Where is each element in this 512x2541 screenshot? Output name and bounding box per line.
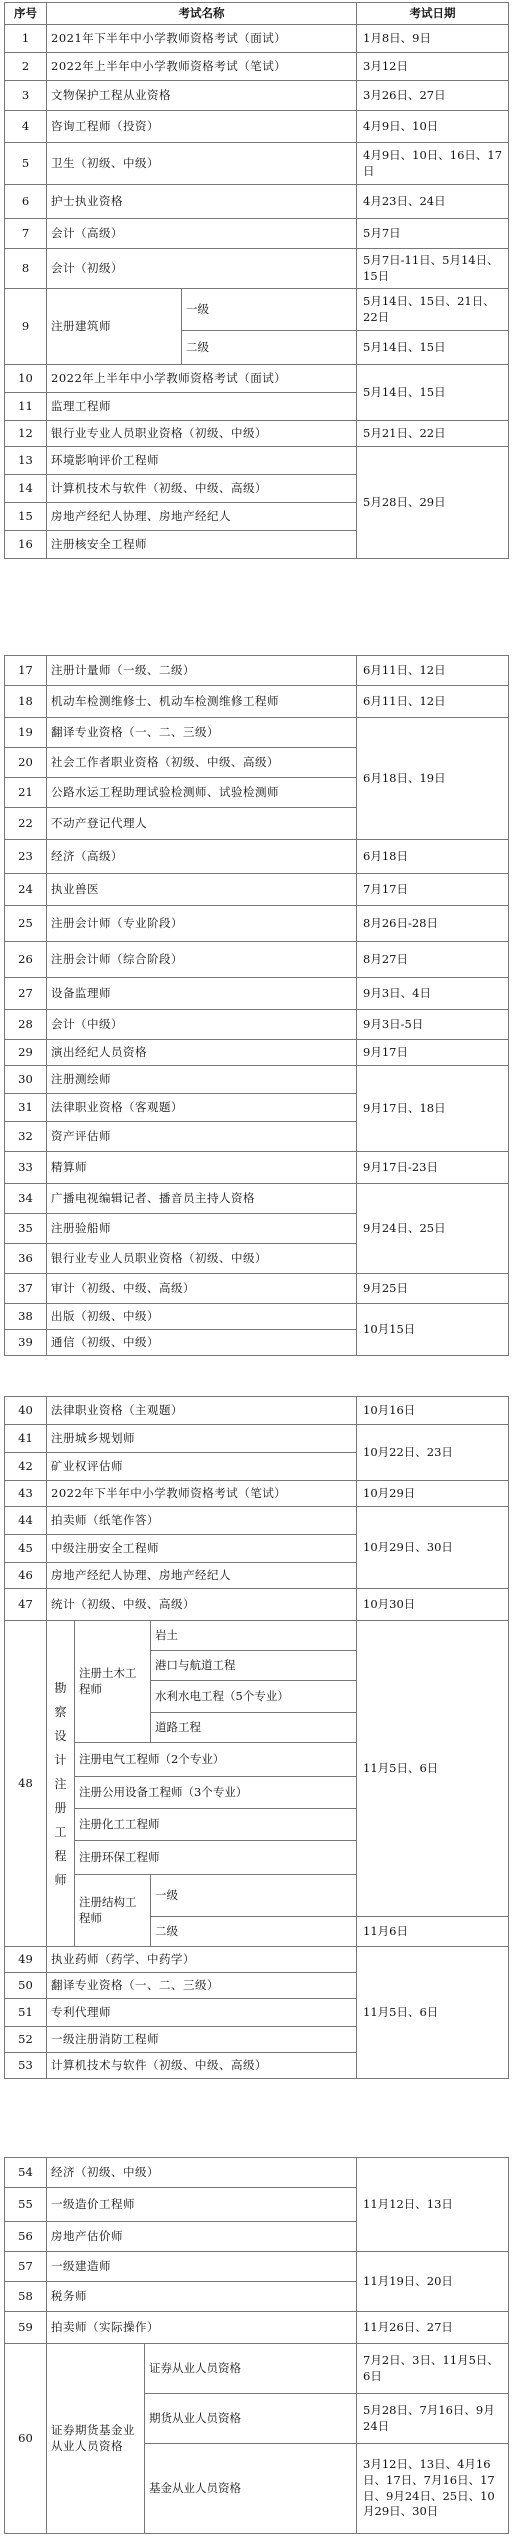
row-no: 49 — [5, 1947, 47, 1973]
row-no: 32 — [5, 1122, 47, 1152]
exam-name: 一级建造师 — [47, 2252, 357, 2282]
exam-sub-type: 证券从业人员资格 — [145, 2344, 357, 2394]
exam-name: 社会工作者职业资格（初级、中级、高级） — [47, 748, 357, 778]
row-no: 15 — [5, 503, 47, 531]
row-no: 24 — [5, 874, 47, 906]
row-no: 39 — [5, 1330, 47, 1356]
table-row — [5, 942, 509, 978]
exam-date: 6月11日、12日 — [357, 656, 509, 686]
table-row — [5, 840, 509, 874]
exam-name: 2022年上半年中小学教师资格考试（面试） — [47, 365, 357, 393]
exam-name: 演出经纪人员资格 — [47, 1040, 357, 1066]
row-no: 19 — [5, 718, 47, 748]
exam-name: 注册核安全工程师 — [47, 531, 357, 559]
table-row — [5, 656, 509, 686]
exam-name: 2022年下半年中小学教师资格考试（笔试） — [47, 1481, 357, 1507]
exam-date: 5月7日 — [357, 219, 509, 249]
row-no: 22 — [5, 808, 47, 840]
exam-specialty: 道路工程 — [151, 1713, 357, 1743]
schedule-table-part-4 — [4, 2157, 509, 2534]
exam-subcategory: 注册结构工程师 — [75, 1875, 151, 1947]
exam-date: 10月16日 — [357, 1397, 509, 1425]
table-row — [5, 2344, 509, 2394]
exam-name: 护士执业资格 — [47, 185, 357, 219]
exam-category-vertical — [47, 1621, 75, 1947]
row-no: 4 — [5, 111, 47, 143]
exam-name: 不动产登记代理人 — [47, 808, 357, 840]
row-no: 46 — [5, 1563, 47, 1589]
row-no: 55 — [5, 2188, 47, 2222]
exam-subcategory: 注册电气工程师（2个专业） — [75, 1743, 357, 1777]
row-no: 45 — [5, 1535, 47, 1563]
table-row — [5, 1621, 509, 1651]
exam-date: 6月11日、12日 — [357, 686, 509, 718]
exam-date: 10月22日、23日 — [357, 1425, 509, 1481]
exam-name: 翻译专业资格（一、二、三级） — [47, 718, 357, 748]
exam-date: 5月14日、15日、21日、22日 — [357, 289, 509, 331]
exam-date: 11月5日、6日 — [357, 1947, 509, 2079]
exam-name: 计算机技术与软件（初级、中级、高级） — [47, 475, 357, 503]
table-row — [5, 111, 509, 143]
table-row — [5, 1184, 509, 1214]
exam-name: 会计（初级） — [47, 249, 357, 289]
schedule-table-part-3 — [4, 1396, 509, 2079]
exam-name: 环境影响评价工程师 — [47, 447, 357, 475]
exam-subcategory: 注册公用设备工程师（3个专业） — [75, 1777, 357, 1809]
schedule-table-part-1 — [4, 2, 509, 559]
exam-date: 5月7日-11日、5月14日、15日 — [357, 249, 509, 289]
row-no: 47 — [5, 1589, 47, 1621]
row-no: 21 — [5, 778, 47, 808]
exam-category-label: 勘察设计注册工程师 — [54, 1680, 67, 1887]
exam-name: 注册验船师 — [47, 1214, 357, 1244]
exam-date: 10月29日、30日 — [357, 1507, 509, 1589]
exam-name: 设备监理师 — [47, 978, 357, 1010]
exam-date: 9月25日 — [357, 1274, 509, 1304]
table-row — [5, 1066, 509, 1094]
exam-date: 11月5日、6日 — [357, 1621, 509, 1917]
row-no: 58 — [5, 2282, 47, 2312]
row-no: 5 — [5, 143, 47, 185]
table-row — [5, 2158, 509, 2188]
header-name: 考试名称 — [47, 3, 357, 25]
exam-name: 税务师 — [47, 2282, 357, 2312]
table-row — [5, 365, 509, 393]
row-no: 17 — [5, 656, 47, 686]
row-no: 57 — [5, 2252, 47, 2282]
exam-name: 拍卖师（纸笔作答） — [47, 1507, 357, 1535]
table-header-row — [5, 3, 509, 25]
row-no: 51 — [5, 1999, 47, 2027]
exam-date: 4月9日、10日 — [357, 111, 509, 143]
table-row — [5, 2252, 509, 2282]
table-row — [5, 1425, 509, 1453]
row-no: 42 — [5, 1453, 47, 1481]
exam-name: 通信（初级、中级） — [47, 1330, 357, 1356]
exam-name: 公路水运工程助理试验检测师、试验检测师 — [47, 778, 357, 808]
row-no: 16 — [5, 531, 47, 559]
exam-name: 法律职业资格（主观题） — [47, 1397, 357, 1425]
exam-name: 资产评估师 — [47, 1122, 357, 1152]
table-row — [5, 1274, 509, 1304]
exam-name: 拍卖师（实际操作） — [47, 2312, 357, 2344]
exam-name: 注册建筑师 — [47, 289, 182, 365]
exam-specialty: 岩土 — [151, 1621, 357, 1651]
exam-date: 9月17日-23日 — [357, 1152, 509, 1184]
table-row — [5, 874, 509, 906]
table-row — [5, 53, 509, 81]
table-row — [5, 447, 509, 475]
table-row — [5, 421, 509, 447]
exam-date: 10月30日 — [357, 1589, 509, 1621]
exam-name: 房地产经纪人协理、房地产经纪人 — [47, 1563, 357, 1589]
exam-date: 5月28日、7月16日、9月24日 — [357, 2394, 509, 2444]
exam-name: 翻译专业资格（一、二、三级） — [47, 1973, 357, 1999]
table-row — [5, 1589, 509, 1621]
row-no: 36 — [5, 1244, 47, 1274]
exam-name: 房地产估价师 — [47, 2222, 357, 2252]
exam-sub-level: 一级 — [182, 289, 357, 331]
exam-specialty: 港口与航道工程 — [151, 1651, 357, 1681]
exam-name: 精算师 — [47, 1152, 357, 1184]
table-row — [5, 81, 509, 111]
exam-name: 出版（初级、中级） — [47, 1304, 357, 1330]
exam-name: 一级造价工程师 — [47, 2188, 357, 2222]
schedule-table-part-2 — [4, 655, 509, 1356]
exam-date: 10月29日 — [357, 1481, 509, 1507]
exam-date: 11月19日、20日 — [357, 2252, 509, 2312]
exam-name: 银行业专业人员职业资格（初级、中级） — [47, 421, 357, 447]
row-no: 8 — [5, 249, 47, 289]
exam-name: 注册测绘师 — [47, 1066, 357, 1094]
exam-date: 6月18日 — [357, 840, 509, 874]
exam-name: 咨询工程师（投资） — [47, 111, 357, 143]
exam-date: 3月26日、27日 — [357, 81, 509, 111]
exam-specialty: 一级 — [151, 1875, 357, 1917]
exam-name: 会计（中级） — [47, 1010, 357, 1040]
table-row — [5, 1947, 509, 1973]
exam-name: 会计（高级） — [47, 219, 357, 249]
exam-name: 文物保护工程从业资格 — [47, 81, 357, 111]
row-no: 12 — [5, 421, 47, 447]
exam-date: 4月9日、10日、16日、17日 — [357, 143, 509, 185]
exam-date: 3月12日、13日、4月16日、17日、7月16日、17日、9月24日、25日、10月29日、30日 — [357, 2444, 509, 2534]
row-no: 56 — [5, 2222, 47, 2252]
table-row — [5, 249, 509, 289]
exam-date: 8月27日 — [357, 942, 509, 978]
table-row — [5, 219, 509, 249]
exam-name: 证券期货基金业从业人员资格 — [47, 2344, 145, 2534]
exam-name: 统计（初级、中级、高级） — [47, 1589, 357, 1621]
exam-date: 11月12日、13日 — [357, 2158, 509, 2252]
exam-name: 2021年下半年中小学教师资格考试（面试） — [47, 25, 357, 53]
row-no: 7 — [5, 219, 47, 249]
row-no: 27 — [5, 978, 47, 1010]
row-no: 13 — [5, 447, 47, 475]
row-no: 11 — [5, 393, 47, 421]
exam-name: 执业药师（药学、中药学） — [47, 1947, 357, 1973]
exam-date: 3月12日 — [357, 53, 509, 81]
row-no: 38 — [5, 1304, 47, 1330]
exam-sub-level: 二级 — [182, 331, 357, 365]
exam-name: 一级注册消防工程师 — [47, 2027, 357, 2053]
row-no: 44 — [5, 1507, 47, 1535]
table-row — [5, 1507, 509, 1535]
exam-date: 11月26日、27日 — [357, 2312, 509, 2344]
row-no: 2 — [5, 53, 47, 81]
exam-date: 9月17日 — [357, 1040, 509, 1066]
row-no: 23 — [5, 840, 47, 874]
exam-name: 注册计量师（一级、二级） — [47, 656, 357, 686]
exam-name: 注册会计师（专业阶段） — [47, 906, 357, 942]
row-no: 33 — [5, 1152, 47, 1184]
row-no: 6 — [5, 185, 47, 219]
table-row — [5, 1010, 509, 1040]
exam-name: 监理工程师 — [47, 393, 357, 421]
exam-name: 卫生（初级、中级） — [47, 143, 357, 185]
row-no: 54 — [5, 2158, 47, 2188]
table-row — [5, 185, 509, 219]
row-no: 20 — [5, 748, 47, 778]
row-no: 1 — [5, 25, 47, 53]
exam-date: 11月6日 — [357, 1917, 509, 1947]
exam-name: 中级注册安全工程师 — [47, 1535, 357, 1563]
row-no: 9 — [5, 289, 47, 365]
exam-name: 计算机技术与软件（初级、中级、高级） — [47, 2053, 357, 2079]
row-no: 18 — [5, 686, 47, 718]
exam-date: 9月24日、25日 — [357, 1184, 509, 1274]
exam-date: 1月8日、9日 — [357, 25, 509, 53]
row-no: 31 — [5, 1094, 47, 1122]
exam-date: 9月3日、4日 — [357, 978, 509, 1010]
exam-sub-type: 基金从业人员资格 — [145, 2444, 357, 2534]
exam-date: 5月28日、29日 — [357, 447, 509, 559]
exam-name: 矿业权评估师 — [47, 1453, 357, 1481]
exam-date: 4月23日、24日 — [357, 185, 509, 219]
exam-name: 机动车检测维修士、机动车检测维修工程师 — [47, 686, 357, 718]
table-row — [5, 686, 509, 718]
exam-date: 8月26日-28日 — [357, 906, 509, 942]
exam-name: 房地产经纪人协理、房地产经纪人 — [47, 503, 357, 531]
row-no: 48 — [5, 1621, 47, 1947]
header-date: 考试日期 — [357, 3, 509, 25]
row-no: 40 — [5, 1397, 47, 1425]
exam-name: 经济（初级、中级） — [47, 2158, 357, 2188]
table-row — [5, 1304, 509, 1330]
exam-date: 7月2日、3日、11月5日、6日 — [357, 2344, 509, 2394]
row-no: 30 — [5, 1066, 47, 1094]
exam-name: 法律职业资格（客观题） — [47, 1094, 357, 1122]
table-row — [5, 289, 509, 331]
exam-specialty: 二级 — [151, 1917, 357, 1947]
exam-date: 6月18日、19日 — [357, 718, 509, 840]
table-row — [5, 906, 509, 942]
row-no: 14 — [5, 475, 47, 503]
exam-sub-type: 期货从业人员资格 — [145, 2394, 357, 2444]
table-row — [5, 1040, 509, 1066]
exam-name: 审计（初级、中级、高级） — [47, 1274, 357, 1304]
row-no: 3 — [5, 81, 47, 111]
exam-name: 经济（高级） — [47, 840, 357, 874]
exam-date: 9月17日、18日 — [357, 1066, 509, 1152]
exam-name: 银行业专业人员职业资格（初级、中级） — [47, 1244, 357, 1274]
exam-name: 专利代理师 — [47, 1999, 357, 2027]
row-no: 43 — [5, 1481, 47, 1507]
row-no: 50 — [5, 1973, 47, 1999]
exam-date: 10月15日 — [357, 1304, 509, 1356]
table-row — [5, 2312, 509, 2344]
exam-name: 注册会计师（综合阶段） — [47, 942, 357, 978]
row-no: 34 — [5, 1184, 47, 1214]
table-row — [5, 978, 509, 1010]
exam-subcategory: 注册土木工程师 — [75, 1621, 151, 1743]
table-row — [5, 143, 509, 185]
exam-name: 2022年上半年中小学教师资格考试（笔试） — [47, 53, 357, 81]
exam-date: 5月21日、22日 — [357, 421, 509, 447]
row-no: 29 — [5, 1040, 47, 1066]
exam-subcategory: 注册环保工程师 — [75, 1841, 357, 1875]
row-no: 52 — [5, 2027, 47, 2053]
row-no: 60 — [5, 2344, 47, 2534]
row-no: 37 — [5, 1274, 47, 1304]
row-no: 59 — [5, 2312, 47, 2344]
table-row — [5, 25, 509, 53]
exam-name: 执业兽医 — [47, 874, 357, 906]
row-no: 35 — [5, 1214, 47, 1244]
exam-name: 注册城乡规划师 — [47, 1425, 357, 1453]
exam-date: 9月3日-5日 — [357, 1010, 509, 1040]
row-no: 28 — [5, 1010, 47, 1040]
exam-date: 5月14日、15日 — [357, 331, 509, 365]
exam-date: 7月17日 — [357, 874, 509, 906]
row-no: 25 — [5, 906, 47, 942]
row-no: 26 — [5, 942, 47, 978]
row-no: 41 — [5, 1425, 47, 1453]
exam-date: 5月14日、15日 — [357, 365, 509, 421]
exam-specialty: 水利水电工程（5个专业） — [151, 1681, 357, 1713]
table-row — [5, 718, 509, 748]
header-no: 序号 — [5, 3, 47, 25]
table-row — [5, 1397, 509, 1425]
exam-name: 广播电视编辑记者、播音员主持人资格 — [47, 1184, 357, 1214]
exam-subcategory: 注册化工工程师 — [75, 1809, 357, 1841]
row-no: 53 — [5, 2053, 47, 2079]
row-no: 10 — [5, 365, 47, 393]
table-row — [5, 1152, 509, 1184]
table-row — [5, 1481, 509, 1507]
